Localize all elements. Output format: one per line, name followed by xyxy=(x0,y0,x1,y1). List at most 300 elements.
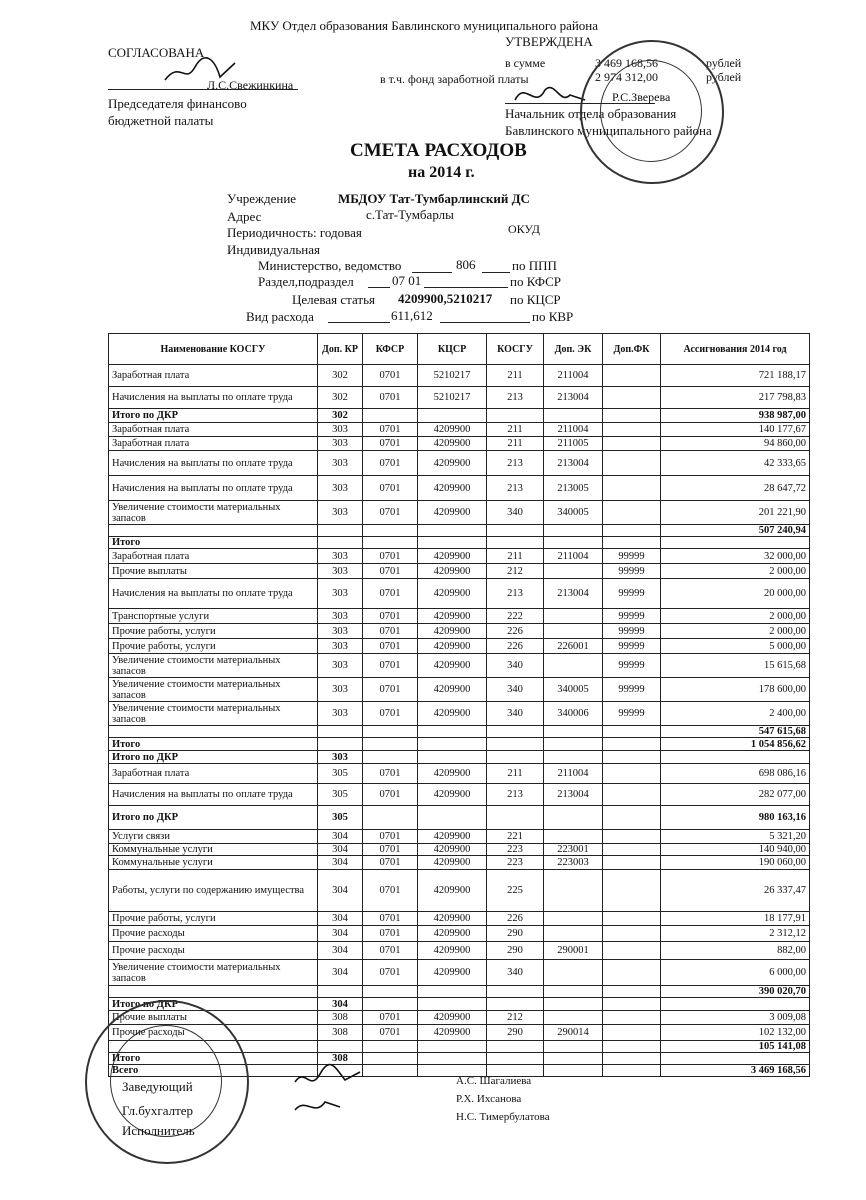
cell-fk xyxy=(603,844,661,856)
cell-fk xyxy=(603,525,661,537)
cell-kr: 305 xyxy=(318,806,363,830)
ministry-tail: по ППП xyxy=(512,258,557,273)
cell-fk xyxy=(603,1065,661,1077)
table-row xyxy=(109,702,810,726)
cell-kr: 303 xyxy=(318,549,363,564)
document-title: СМЕТА РАСХОДОВ xyxy=(350,140,527,161)
cell-kosgu xyxy=(487,986,544,998)
cell-kosgu: 211 xyxy=(487,549,544,564)
cell-name: Начисления на выплаты по оплате труда xyxy=(109,387,318,409)
cell-kr: 303 xyxy=(318,579,363,609)
cell-ek xyxy=(544,751,603,764)
cell-fk xyxy=(603,998,661,1011)
cell-sum: 938 987,00 xyxy=(661,409,810,423)
cell-name xyxy=(109,525,318,537)
cell-ek: 213004 xyxy=(544,387,603,409)
cell-kr: 303 xyxy=(318,639,363,654)
article-tail: по КЦСР xyxy=(510,292,561,307)
cell-kosgu: 222 xyxy=(487,609,544,624)
cell-kosgu: 340 xyxy=(487,960,544,986)
executor-label: Исполнитель xyxy=(122,1123,195,1138)
column-header: Доп. ЭК xyxy=(544,334,603,365)
cell-name: Прочие расходы xyxy=(109,926,318,942)
cell-fk: 99999 xyxy=(603,564,661,579)
cell-kosgu: 212 xyxy=(487,1011,544,1025)
table-row xyxy=(109,926,810,942)
cell-kfsr: 0701 xyxy=(363,624,418,639)
cell-kfsr: 0701 xyxy=(363,579,418,609)
cell-fk xyxy=(603,738,661,751)
cell-ek xyxy=(544,960,603,986)
cell-kcsr: 4209900 xyxy=(418,912,487,926)
cell-kfsr: 0701 xyxy=(363,678,418,702)
cell-kcsr: 4209900 xyxy=(418,609,487,624)
table-row xyxy=(109,639,810,654)
cell-fk xyxy=(603,986,661,998)
cell-name: Увеличение стоимости материальных запасов xyxy=(109,702,318,726)
cell-kr: 303 xyxy=(318,624,363,639)
table-row xyxy=(109,986,810,998)
cell-sum: 26 337,47 xyxy=(661,870,810,912)
signer-1: А.С. Шагалиева xyxy=(456,1075,532,1087)
cell-kcsr: 4209900 xyxy=(418,926,487,942)
cell-kcsr: 4209900 xyxy=(418,784,487,806)
cell-ek xyxy=(544,986,603,998)
cell-kfsr xyxy=(363,986,418,998)
table-row xyxy=(109,678,810,702)
cell-ek xyxy=(544,409,603,423)
cell-kosgu: 340 xyxy=(487,702,544,726)
table-row xyxy=(109,870,810,912)
cell-kr: 303 xyxy=(318,564,363,579)
cell-kosgu: 213 xyxy=(487,784,544,806)
cell-kr: 302 xyxy=(318,387,363,409)
institution-label: Учреждение xyxy=(227,191,297,206)
cell-kosgu: 290 xyxy=(487,942,544,960)
sum-label: в сумме xyxy=(505,56,546,70)
table-row xyxy=(109,844,810,856)
cell-kosgu: 226 xyxy=(487,639,544,654)
cell-ek: 211004 xyxy=(544,365,603,387)
cell-name: Транспортные услуги xyxy=(109,609,318,624)
cell-sum: 5 321,20 xyxy=(661,830,810,844)
cell-sum: 980 163,16 xyxy=(661,806,810,830)
cell-ek xyxy=(544,726,603,738)
cell-sum xyxy=(661,998,810,1011)
cell-kfsr xyxy=(363,806,418,830)
cell-sum: 6 000,00 xyxy=(661,960,810,986)
cell-sum xyxy=(661,537,810,549)
estimate-table xyxy=(108,333,810,1077)
cell-ek: 213005 xyxy=(544,476,603,501)
cell-ek: 340005 xyxy=(544,501,603,525)
cell-fk xyxy=(603,451,661,476)
cell-name: Итого по ДКР xyxy=(109,998,318,1011)
cell-kfsr: 0701 xyxy=(363,926,418,942)
cell-fk xyxy=(603,1053,661,1065)
head-label: Заведующий xyxy=(122,1079,193,1094)
org-title: МКУ Отдел образования Бавлинского муниципального района xyxy=(250,18,599,33)
table-row xyxy=(109,806,810,830)
cell-name: Коммунальные услуги xyxy=(109,856,318,870)
cell-kfsr: 0701 xyxy=(363,501,418,525)
cell-sum: 390 020,70 xyxy=(661,986,810,998)
cell-kfsr: 0701 xyxy=(363,365,418,387)
cell-kfsr: 0701 xyxy=(363,564,418,579)
cell-kr: 308 xyxy=(318,1025,363,1041)
cell-kcsr xyxy=(418,986,487,998)
address-label: Адрес xyxy=(227,209,262,224)
cell-sum: 178 600,00 xyxy=(661,678,810,702)
cell-name: Увеличение стоимости материальных запасов xyxy=(109,654,318,678)
periodicity: Периодичность: годовая xyxy=(227,225,362,240)
cell-name: Начисления на выплаты по оплате труда xyxy=(109,476,318,501)
cell-sum: 42 333,65 xyxy=(661,451,810,476)
cell-kcsr: 4209900 xyxy=(418,639,487,654)
cell-kr xyxy=(318,986,363,998)
cell-kosgu: 225 xyxy=(487,870,544,912)
cell-ek xyxy=(544,537,603,549)
table-row xyxy=(109,726,810,738)
cell-kosgu: 223 xyxy=(487,844,544,856)
cell-kcsr: 4209900 xyxy=(418,423,487,437)
cell-ek xyxy=(544,998,603,1011)
cell-ek: 211004 xyxy=(544,764,603,784)
institution-value: МБДОУ Тат-Тумбарлинский ДС xyxy=(338,191,530,206)
cell-kr: 308 xyxy=(318,1053,363,1065)
fund-label: в т.ч. фонд заработной платы xyxy=(380,72,529,86)
cell-kosgu: 211 xyxy=(487,423,544,437)
cell-fk xyxy=(603,537,661,549)
cell-kr: 304 xyxy=(318,942,363,960)
cell-kfsr xyxy=(363,738,418,751)
cell-kosgu: 213 xyxy=(487,387,544,409)
cell-kosgu xyxy=(487,726,544,738)
cell-sum: 20 000,00 xyxy=(661,579,810,609)
cell-kosgu: 226 xyxy=(487,912,544,926)
accountant-label: Гл.бухгалтер xyxy=(122,1103,194,1118)
cell-kfsr: 0701 xyxy=(363,437,418,451)
table-row xyxy=(109,751,810,764)
cell-fk xyxy=(603,1041,661,1053)
cell-name: Всего xyxy=(109,1065,318,1077)
cell-name: Прочие выплаты xyxy=(109,1011,318,1025)
cell-kfsr: 0701 xyxy=(363,549,418,564)
column-header: Доп. КР xyxy=(318,334,363,365)
table-row xyxy=(109,960,810,986)
cell-sum: 94 860,00 xyxy=(661,437,810,451)
cell-ek: 211005 xyxy=(544,437,603,451)
signature-mark xyxy=(290,1062,370,1122)
cell-sum: 140 940,00 xyxy=(661,844,810,856)
cell-fk xyxy=(603,726,661,738)
cell-ek xyxy=(544,624,603,639)
cell-ek xyxy=(544,830,603,844)
cell-fk xyxy=(603,926,661,942)
column-header: КФСР xyxy=(363,334,418,365)
table-row xyxy=(109,579,810,609)
cell-fk xyxy=(603,409,661,423)
cell-kcsr: 4209900 xyxy=(418,476,487,501)
cell-kr: 305 xyxy=(318,784,363,806)
table-row xyxy=(109,764,810,784)
cell-kfsr: 0701 xyxy=(363,764,418,784)
cell-fk xyxy=(603,784,661,806)
cell-fk: 99999 xyxy=(603,624,661,639)
table-row xyxy=(109,437,810,451)
cell-sum: 1 054 856,62 xyxy=(661,738,810,751)
cell-kcsr: 4209900 xyxy=(418,1025,487,1041)
cell-kfsr xyxy=(363,525,418,537)
cell-kfsr xyxy=(363,537,418,549)
cell-ek: 211004 xyxy=(544,423,603,437)
table-row xyxy=(109,609,810,624)
cell-name: Итого xyxy=(109,738,318,751)
cell-kcsr xyxy=(418,998,487,1011)
cell-sum: 217 798,83 xyxy=(661,387,810,409)
cell-kcsr: 4209900 xyxy=(418,856,487,870)
cell-sum: 698 086,16 xyxy=(661,764,810,784)
cell-kr xyxy=(318,525,363,537)
cell-kfsr: 0701 xyxy=(363,830,418,844)
cell-kosgu: 340 xyxy=(487,501,544,525)
cell-kcsr: 4209900 xyxy=(418,870,487,912)
cell-fk xyxy=(603,387,661,409)
cell-kfsr: 0701 xyxy=(363,1011,418,1025)
cell-ek: 211004 xyxy=(544,549,603,564)
cell-ek xyxy=(544,654,603,678)
cell-fk xyxy=(603,365,661,387)
cell-sum: 28 647,72 xyxy=(661,476,810,501)
cell-kcsr: 4209900 xyxy=(418,501,487,525)
cell-sum: 18 177,91 xyxy=(661,912,810,926)
cell-kfsr: 0701 xyxy=(363,476,418,501)
cell-sum: 32 000,00 xyxy=(661,549,810,564)
table-row xyxy=(109,409,810,423)
expense-type-label: Вид расхода xyxy=(246,309,314,324)
cell-name: Прочие расходы xyxy=(109,1025,318,1041)
cell-kr: 304 xyxy=(318,926,363,942)
cell-ek: 340005 xyxy=(544,678,603,702)
cell-kcsr: 4209900 xyxy=(418,942,487,960)
table-row xyxy=(109,784,810,806)
cell-name: Начисления на выплаты по оплате труда xyxy=(109,451,318,476)
cell-ek: 213004 xyxy=(544,784,603,806)
cell-kr: 304 xyxy=(318,856,363,870)
table-header-row xyxy=(109,334,810,365)
cell-kcsr: 4209900 xyxy=(418,451,487,476)
cell-fk: 99999 xyxy=(603,654,661,678)
cell-kosgu: 226 xyxy=(487,624,544,639)
table-row xyxy=(109,501,810,525)
cell-ek xyxy=(544,609,603,624)
cell-kfsr: 0701 xyxy=(363,1025,418,1041)
cell-name: Заработная плата xyxy=(109,423,318,437)
cell-fk xyxy=(603,856,661,870)
cell-fk: 99999 xyxy=(603,678,661,702)
column-header: КОСГУ xyxy=(487,334,544,365)
cell-kcsr: 4209900 xyxy=(418,564,487,579)
cell-kfsr: 0701 xyxy=(363,844,418,856)
head-position-line2: Бавлинского муниципального района xyxy=(505,123,712,138)
cell-kr xyxy=(318,1041,363,1053)
cell-ek xyxy=(544,525,603,537)
cell-name: Итого по ДКР xyxy=(109,751,318,764)
cell-kosgu: 340 xyxy=(487,678,544,702)
cell-sum: 507 240,94 xyxy=(661,525,810,537)
cell-kr: 303 xyxy=(318,678,363,702)
cell-kfsr xyxy=(363,1065,418,1077)
agreed-position-line1: Председателя финансово xyxy=(108,96,247,111)
okud-label: ОКУД xyxy=(508,222,540,236)
cell-ek: 290001 xyxy=(544,942,603,960)
cell-ek xyxy=(544,1011,603,1025)
cell-kcsr: 4209900 xyxy=(418,844,487,856)
expense-type-tail: по КВР xyxy=(532,309,574,324)
cell-fk xyxy=(603,870,661,912)
cell-kosgu xyxy=(487,525,544,537)
sum-value: 3 469 168,56 xyxy=(595,56,658,70)
cell-sum: 5 000,00 xyxy=(661,639,810,654)
cell-kosgu xyxy=(487,409,544,423)
cell-name: Коммунальные услуги xyxy=(109,844,318,856)
document-year: на 2014 г. xyxy=(408,164,475,181)
cell-kcsr: 5210217 xyxy=(418,387,487,409)
head-name: Р.С.Зверева xyxy=(612,90,671,104)
table-row xyxy=(109,537,810,549)
cell-kr: 302 xyxy=(318,365,363,387)
table-row xyxy=(109,830,810,844)
table-row xyxy=(109,525,810,537)
cell-ek: 213004 xyxy=(544,579,603,609)
cell-kcsr: 4209900 xyxy=(418,654,487,678)
cell-kosgu: 213 xyxy=(487,476,544,501)
column-header: Ассигнования 2014 год xyxy=(661,334,810,365)
table-row xyxy=(109,654,810,678)
cell-kcsr xyxy=(418,1053,487,1065)
cell-kr: 303 xyxy=(318,702,363,726)
cell-kr: 303 xyxy=(318,654,363,678)
cell-kosgu xyxy=(487,1041,544,1053)
cell-kr: 308 xyxy=(318,1011,363,1025)
cell-kcsr: 4209900 xyxy=(418,678,487,702)
table-row xyxy=(109,451,810,476)
cell-sum xyxy=(661,751,810,764)
cell-kosgu: 211 xyxy=(487,437,544,451)
cell-kcsr xyxy=(418,1041,487,1053)
cell-kfsr: 0701 xyxy=(363,870,418,912)
cell-name xyxy=(109,986,318,998)
cell-kosgu: 212 xyxy=(487,564,544,579)
cell-kfsr: 0701 xyxy=(363,856,418,870)
cell-ek: 213004 xyxy=(544,451,603,476)
individual-label: Индивидуальная xyxy=(227,242,320,257)
cell-kr xyxy=(318,738,363,751)
cell-kfsr: 0701 xyxy=(363,451,418,476)
cell-name: Заработная плата xyxy=(109,549,318,564)
cell-kosgu: 340 xyxy=(487,654,544,678)
cell-ek xyxy=(544,1053,603,1065)
cell-ek xyxy=(544,1041,603,1053)
cell-ek: 223003 xyxy=(544,856,603,870)
section-tail: по КФСР xyxy=(510,274,561,289)
cell-sum: 2 000,00 xyxy=(661,624,810,639)
section-value: 07 01 xyxy=(392,273,422,288)
cell-kfsr: 0701 xyxy=(363,784,418,806)
cell-kosgu xyxy=(487,537,544,549)
cell-sum: 201 221,90 xyxy=(661,501,810,525)
agreed-name: Л.С.Свежинкина xyxy=(207,78,294,92)
cell-kr: 305 xyxy=(318,764,363,784)
cell-kfsr xyxy=(363,998,418,1011)
fund-value: 2 974 312,00 xyxy=(595,70,658,84)
cell-kr: 302 xyxy=(318,409,363,423)
agreed-label: СОГЛАСОВАНА xyxy=(108,45,205,60)
cell-name: Заработная плата xyxy=(109,365,318,387)
cell-fk xyxy=(603,960,661,986)
cell-name: Прочие работы, услуги xyxy=(109,624,318,639)
cell-kcsr xyxy=(418,525,487,537)
table-row xyxy=(109,856,810,870)
table-row xyxy=(109,738,810,751)
cell-kfsr: 0701 xyxy=(363,609,418,624)
cell-ek xyxy=(544,912,603,926)
cell-kfsr xyxy=(363,1053,418,1065)
cell-fk xyxy=(603,437,661,451)
cell-kosgu: 211 xyxy=(487,365,544,387)
table-row xyxy=(109,387,810,409)
cell-name: Работы, услуги по содержанию имущества xyxy=(109,870,318,912)
signer-2: Р.Х. Ихсанова xyxy=(456,1093,522,1105)
cell-kfsr xyxy=(363,409,418,423)
cell-sum: 2 400,00 xyxy=(661,702,810,726)
cell-ek: 290014 xyxy=(544,1025,603,1041)
cell-ek xyxy=(544,1065,603,1077)
cell-kcsr: 4209900 xyxy=(418,579,487,609)
cell-kfsr: 0701 xyxy=(363,960,418,986)
cell-kr: 303 xyxy=(318,437,363,451)
cell-kr: 304 xyxy=(318,830,363,844)
cell-ek: 226001 xyxy=(544,639,603,654)
cell-kcsr: 4209900 xyxy=(418,549,487,564)
cell-ek: 223001 xyxy=(544,844,603,856)
cell-kosgu: 290 xyxy=(487,926,544,942)
cell-kr: 303 xyxy=(318,476,363,501)
cell-name xyxy=(109,726,318,738)
cell-name: Увеличение стоимости материальных запасов xyxy=(109,501,318,525)
cell-kcsr: 4209900 xyxy=(418,960,487,986)
cell-kfsr: 0701 xyxy=(363,387,418,409)
sum-unit: рублей xyxy=(706,56,742,70)
cell-kosgu: 213 xyxy=(487,451,544,476)
approval-stamp-inner xyxy=(600,60,702,162)
cell-name: Заработная плата xyxy=(109,437,318,451)
cell-fk xyxy=(603,830,661,844)
cell-ek xyxy=(544,870,603,912)
cell-kfsr: 0701 xyxy=(363,942,418,960)
cell-kcsr xyxy=(418,738,487,751)
article-label: Целевая статья xyxy=(292,292,376,307)
cell-kcsr xyxy=(418,726,487,738)
section-label: Раздел,подраздел xyxy=(258,274,354,289)
cell-kr: 304 xyxy=(318,960,363,986)
head-position-line1: Начальник отдела образования xyxy=(505,106,677,121)
cell-name: Прочие расходы xyxy=(109,942,318,960)
cell-kfsr: 0701 xyxy=(363,423,418,437)
table-row xyxy=(109,365,810,387)
cell-kcsr xyxy=(418,806,487,830)
cell-kr: 303 xyxy=(318,501,363,525)
